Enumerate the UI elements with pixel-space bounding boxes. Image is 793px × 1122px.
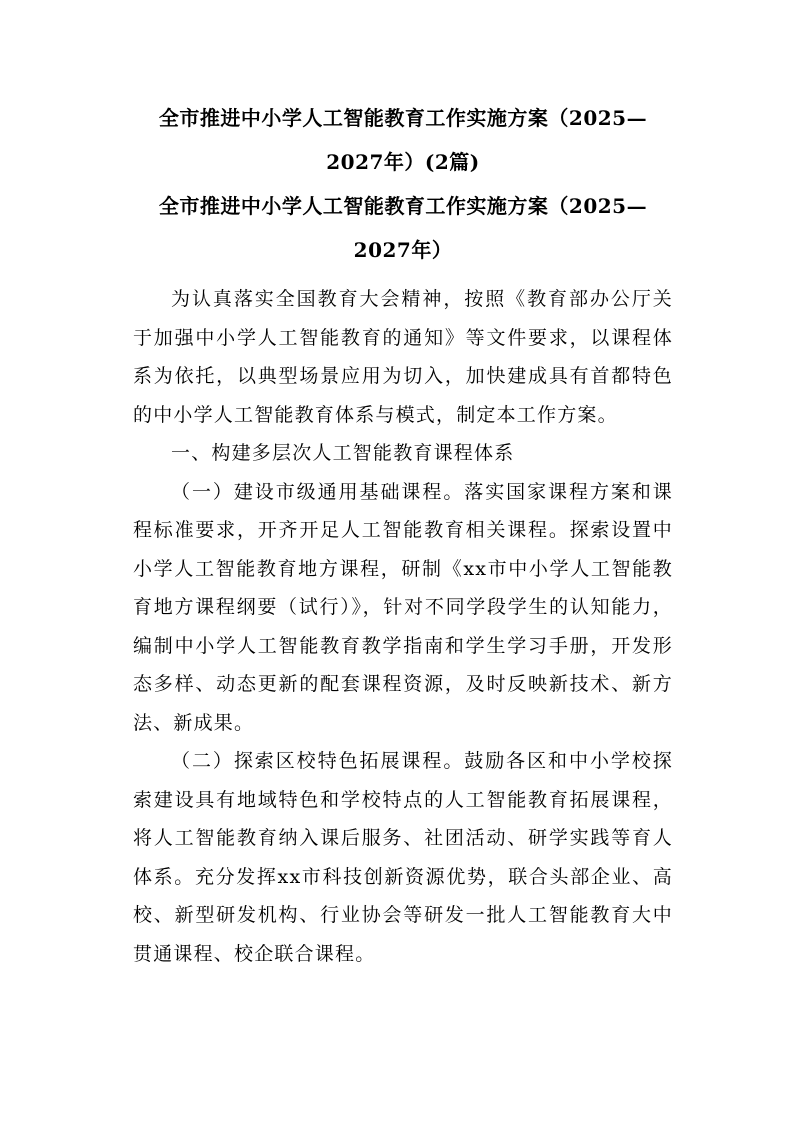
section-heading-1: 一、构建多层次人工智能教育课程体系 xyxy=(171,442,515,464)
main-title: 全市推进中小学人工智能教育工作实施方案（2025—2027年）(2篇) xyxy=(158,106,648,174)
document-body xyxy=(133,96,673,973)
section-1-item-2: （二）探索区校特色拓展课程。鼓励各区和中小学校探索建设具有地域特色和学校特点的人工智能教育拓展课程，将人工智能教育纳入课后服务、社团活动、研学实践等育人体系。充分发挥xx市科技创新资源优势，联合头部企业、高校、新型研发机构、行业协会等研发一批人工智能教育大中贯通课程、校企联合课程。 xyxy=(133,750,673,965)
sub-title: 全市推进中小学人工智能教育工作实施方案（2025—2027年） xyxy=(158,194,648,262)
intro-paragraph: 为认真落实全国教育大会精神，按照《教育部办公厅关于加强中小学人工智能教育的通知》等文件要求，以课程体系为依托，以典型场景应用为切入，加快建成具有首都特色的中小学人工智能教育体系与模式，制定本工作方案。 xyxy=(133,288,673,426)
section-1-item-1: （一）建设市级通用基础课程。落实国家课程方案和课程标准要求，开齐开足人工智能教育相关课程。探索设置中小学人工智能教育地方课程，研制《xx市中小学人工智能教育地方课程纲要（试行）》，针对不同学段学生的认知能力，编制中小学人工智能教育教学指南和学生学习手册，开发形态多样、动态更新的配套课程资源，及时反映新技术、新方法、新成果。 xyxy=(133,480,673,734)
